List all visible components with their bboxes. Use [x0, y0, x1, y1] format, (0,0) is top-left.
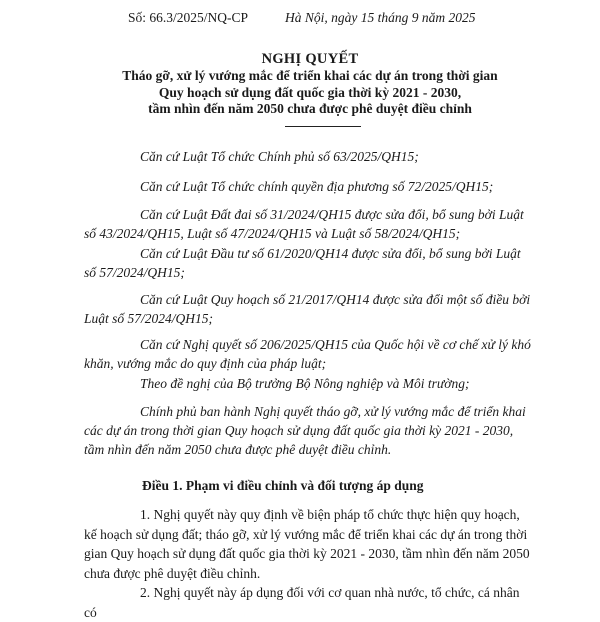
preamble-text: Căn cứ Nghị quyết số 206/2025/QH15 của Quốc hội về cơ chế xử lý khó khăn, vướng mắc do quy định của pháp luật;: [84, 337, 531, 371]
preamble-item: [0, 244, 600, 282]
preamble-text: Căn cứ Luật Tổ chức chính quyền địa phương số 72/2025/QH15;: [140, 179, 494, 194]
preamble-text: Căn cứ Luật Tổ chức Chính phủ số 63/2025/QH15;: [140, 149, 419, 164]
preamble-text: Theo đề nghị của Bộ trưởng Bộ Nông nghiệp và Môi trường;: [140, 376, 470, 391]
document-type: NGHỊ QUYẾT: [261, 51, 359, 67]
title-divider: [285, 126, 361, 127]
article-1-clause: [0, 505, 600, 583]
preamble-text: Chính phủ ban hành Nghị quyết tháo gỡ, xử lý vướng mắc để triển khai các dự án trong thời gian Quy hoạch sử dụng đất quốc gia thời kỳ 2021 - 2030, tầm nhìn đến năm 2050 chưa được phê duyệt điều chỉnh.: [84, 404, 526, 457]
preamble-item: [0, 290, 600, 328]
preamble-text: Căn cứ Luật Đầu tư số 61/2020/QH14 được sửa đổi, bổ sung bởi Luật số 57/2024/QH15;: [84, 246, 521, 280]
preamble-item: [0, 402, 600, 459]
document-number: Số: 66.3/2025/NQ-CP: [128, 10, 249, 25]
preamble-item: [0, 147, 600, 166]
preamble-text: Căn cứ Luật Đất đai số 31/2024/QH15 được sửa đổi, bổ sung bởi Luật số 43/2024/QH15, Luật số 47/2024/QH15 và Luật số 58/2024/QH15;: [84, 207, 524, 241]
document-header: [0, 8, 600, 28]
article-1-heading: Điều 1. Phạm vi điều chỉnh và đối tượng áp dụng: [142, 478, 424, 493]
preamble-item: [0, 205, 600, 243]
document-subject-line-3: tầm nhìn đến năm 2050 chưa được phê duyệt điều chỉnh: [148, 101, 472, 116]
title-block: [0, 50, 600, 118]
preamble-text: Căn cứ Luật Quy hoạch số 21/2017/QH14 được sửa đổi một số điều bởi Luật số 57/2024/QH15;: [84, 292, 531, 326]
preamble-item: [0, 335, 600, 373]
article-1-clause: [0, 583, 600, 622]
clause-text: 1. Nghị quyết này quy định về biện pháp tổ chức thực hiện quy hoạch, kế hoạch sử dụng đất; tháo gỡ, xử lý vướng mắc để triển khai các dự án trong thời gian Quy hoạch sử dụng đất quốc gia thời kỳ 2021 - 2030, tầm nhìn đến năm 2050 chưa được phê duyệt điều chỉnh.: [84, 507, 530, 581]
document-subject-line-1: Tháo gỡ, xử lý vướng mắc để triển khai các dự án trong thời gian: [122, 68, 498, 83]
clause-text: 2. Nghị quyết này áp dụng đối với cơ quan nhà nước, tổ chức, cá nhân có: [84, 585, 520, 620]
document-subject-line-2: Quy hoạch sử dụng đất quốc gia thời kỳ 2021 - 2030,: [158, 84, 462, 100]
place-and-date: Hà Nội, ngày 15 tháng 9 năm 2025: [285, 10, 476, 25]
preamble-item: [0, 177, 600, 196]
preamble-item: [0, 374, 600, 393]
